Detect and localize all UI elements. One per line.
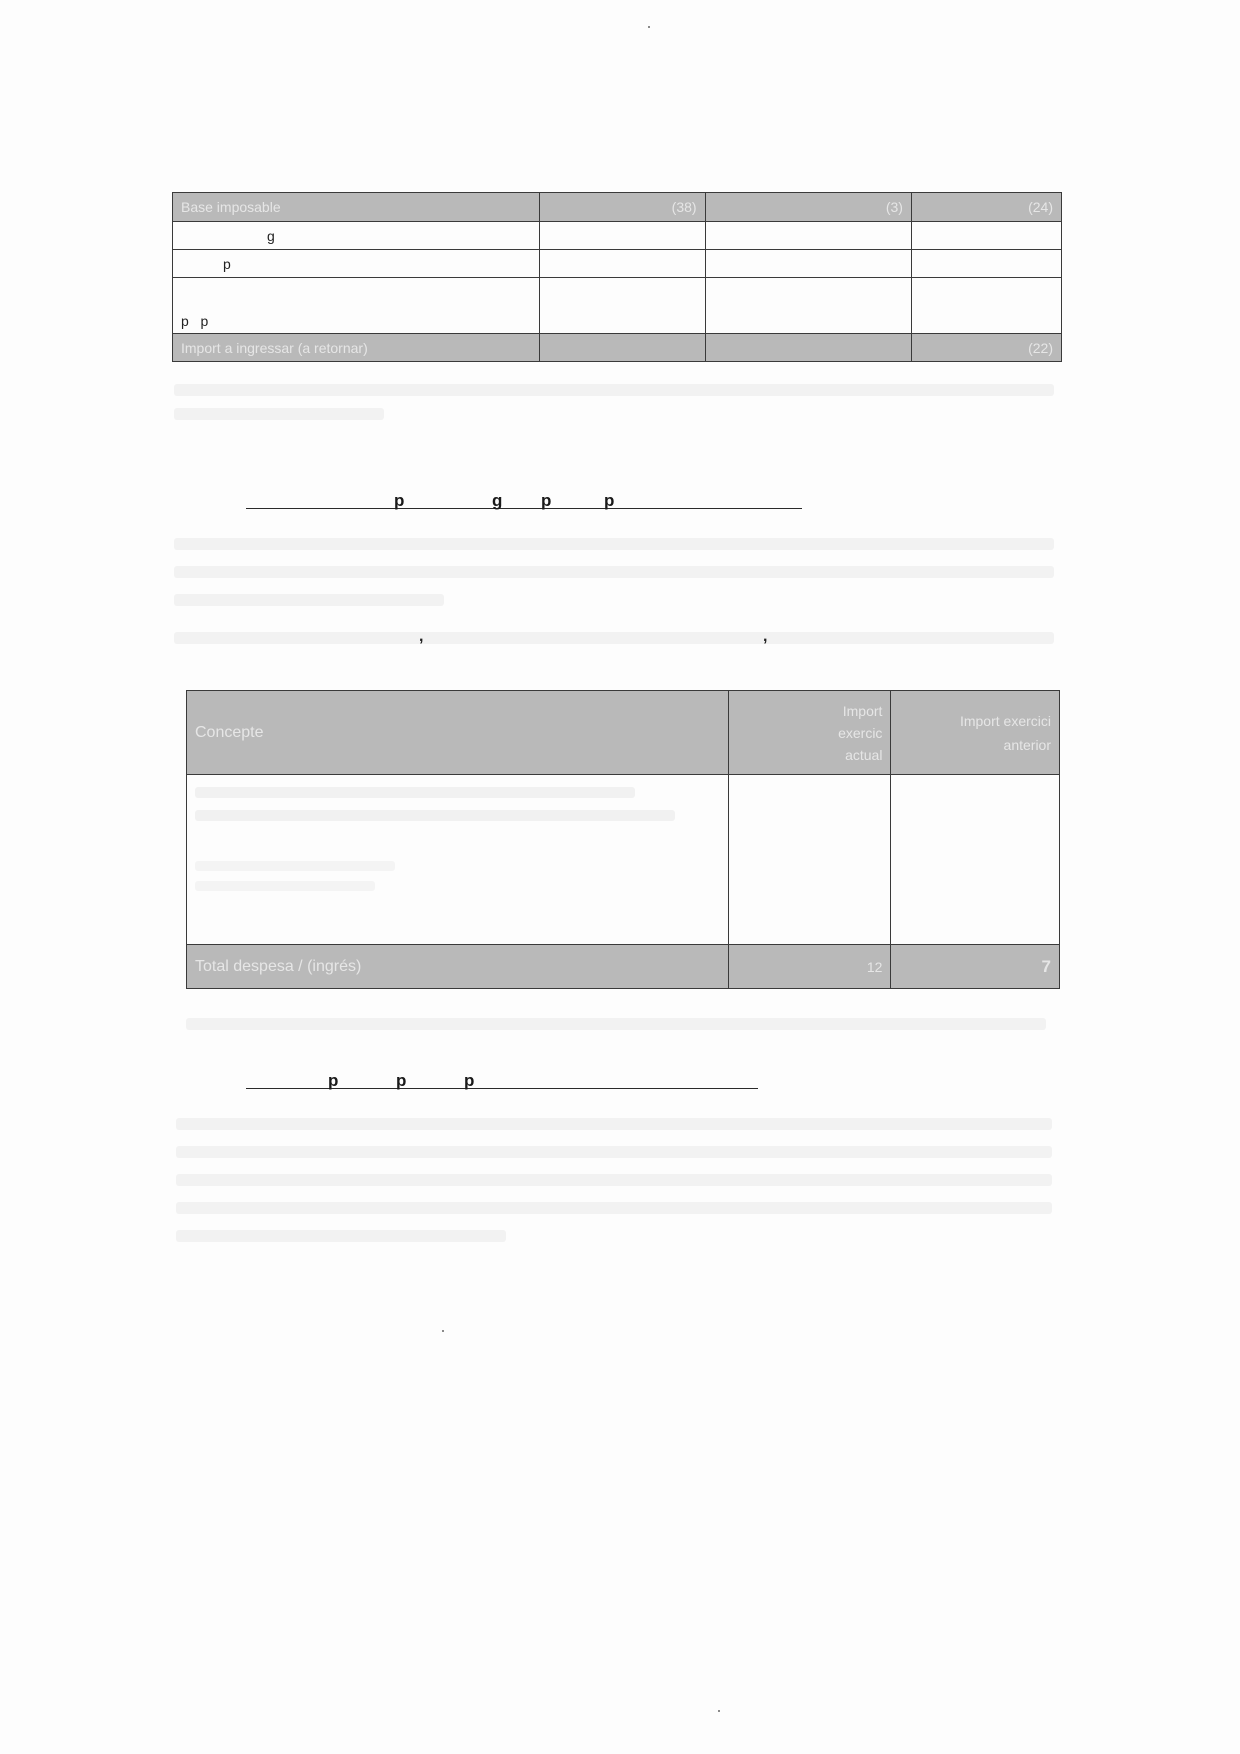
expense-table-footer (187, 945, 1060, 989)
row-label (173, 222, 540, 250)
table-row (173, 222, 1062, 250)
table-row (173, 250, 1062, 278)
comma-mark: , (419, 628, 424, 645)
scan-speck (442, 1330, 444, 1332)
footer-import-label: Import a ingressar (a retornar) (173, 334, 540, 362)
table-row (173, 278, 1062, 334)
header-current-year: Import exercic actual (728, 691, 890, 775)
header-col3: (3) (705, 193, 911, 222)
header-concepte: Concepte (187, 691, 729, 775)
faded-text-line (195, 881, 375, 891)
footer-previous: 7 (891, 945, 1060, 989)
faded-text-line (176, 1202, 1052, 1214)
header-base-imposable: Base imposable (173, 193, 540, 222)
expense-table (186, 690, 1060, 989)
faded-text-line (195, 810, 675, 821)
faded-text-line (174, 632, 1054, 644)
header-col2: (38) (540, 193, 705, 222)
faded-text-line (195, 861, 395, 871)
tax-table-header (173, 193, 1062, 222)
row-label (173, 250, 540, 278)
tax-table (172, 192, 1062, 362)
faded-text-line (176, 1146, 1052, 1158)
scan-speck (648, 26, 650, 28)
footer-col4: (22) (911, 334, 1061, 362)
row-fragment: p (223, 255, 231, 272)
comma-mark: , (763, 628, 768, 645)
row-label (173, 278, 540, 334)
section-heading-2: p p p (246, 1070, 758, 1089)
faded-text-line (174, 594, 444, 606)
footer-current: 12 (728, 945, 890, 989)
faded-text-line (176, 1174, 1052, 1186)
faded-text-line (186, 1018, 1046, 1030)
faded-text-line (195, 787, 635, 798)
table-row (187, 775, 1060, 945)
section-heading-1: p g p p (246, 490, 802, 509)
faded-text-line (176, 1230, 506, 1242)
row-fragment: g (267, 227, 275, 244)
faded-text-line (174, 384, 1054, 396)
row-fragment: p p (181, 313, 209, 329)
header-previous-year: Import exercici anterior (891, 691, 1060, 775)
faded-text-line (176, 1118, 1052, 1130)
scan-speck (718, 1710, 720, 1712)
row-concept-cell (187, 775, 729, 945)
faded-text-line (174, 538, 1054, 550)
faded-text-line (174, 566, 1054, 578)
tax-table-footer (173, 334, 1062, 362)
faded-text-line (174, 408, 384, 420)
expense-table-header (187, 691, 1060, 775)
header-col4: (24) (911, 193, 1061, 222)
footer-total-label: Total despesa / (ingrés) (187, 945, 729, 989)
